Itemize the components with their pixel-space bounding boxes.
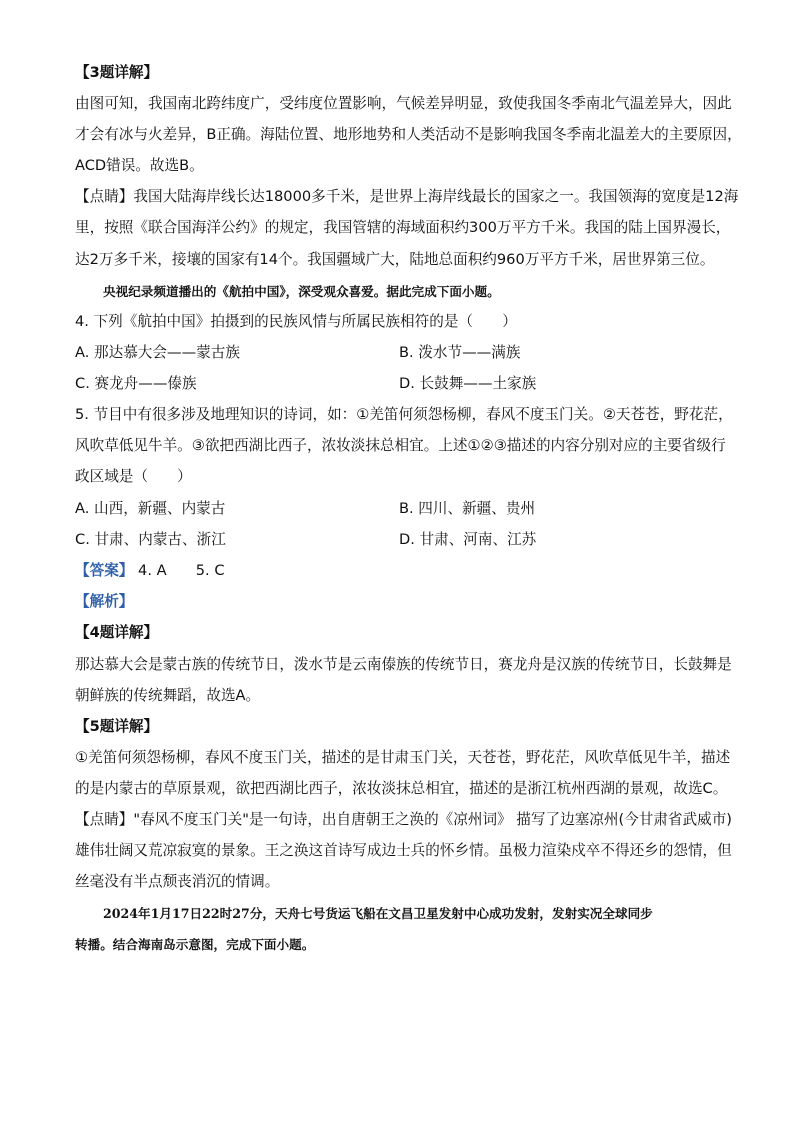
intro-line: 2024年1月17日22时27分，天舟七号货运飞船在文昌卫星发射中心成功发射，发射实况全球同步 <box>103 906 653 921</box>
section-heading-q4: 【4题详解】 <box>75 624 159 641</box>
answer-line <box>75 561 225 581</box>
intro-line: 转播。结合海南岛示意图，完成下面小题。 <box>75 937 315 952</box>
question-5-line: 政区域是（ ） <box>75 468 192 485</box>
paragraph-line: 达2万多千米，接壤的国家有14个。我国疆域广大，陆地总面积约960万平方千米，居世界第三位。 <box>75 251 715 268</box>
paragraph-line: ACD错误。故选B。 <box>75 157 204 174</box>
q5-option-c: C. 甘肃、内蒙古、浙江 <box>75 531 226 548</box>
q4-option-b: B. 泼水节——满族 <box>399 344 521 361</box>
paragraph-line: 雄伟壮阔又荒凉寂寞的景象。王之涣这首诗写成边士兵的怀乡情。虽极力渲染戍卒不得还乡的怨情，但 <box>75 842 732 859</box>
paragraph-line: 由图可知，我国南北跨纬度广，受纬度位置影响，气候差异明显，致使我国冬季南北气温差异大，因此 <box>75 95 732 112</box>
answer-label: 【答案】 <box>75 562 134 579</box>
q4-option-c: C. 赛龙舟——傣族 <box>75 375 197 392</box>
q4-option-d: D. 长鼓舞——土家族 <box>399 375 537 392</box>
paragraph-line: 里，按照《联合国海洋公约》的规定，我国管辖的海域面积约300万平方千米。我国的陆上国界漫长， <box>75 219 731 236</box>
question-5: 5. 节目中有很多涉及地理知识的诗词，如：①羌笛何须怨杨柳，春风不度玉门关。②天苍苍，野花茫， <box>75 406 733 423</box>
section-heading-q3: 【3题详解】 <box>75 64 159 81</box>
paragraph-line: 那达慕大会是蒙古族的传统节日，泼水节是云南傣族的传统节日，赛龙舟是汉族的传统节日，长鼓舞是 <box>75 656 732 673</box>
section-heading-q5: 【5题详解】 <box>75 718 159 735</box>
paragraph-line: 才会有冰与火差异，B正确。海陆位置、地形地势和人类活动不是影响我国冬季南北温差大的主要原因， <box>75 126 742 143</box>
q5-option-b: B. 四川、新疆、贵州 <box>399 500 536 517</box>
question-5-line: 风吹草低见牛羊。③欲把西湖比西子，浓妆淡抹总相宜。上述①②③描述的内容分别对应的主要省级行 <box>75 437 726 454</box>
q5-option-a: A. 山西，新疆、内蒙古 <box>75 500 226 517</box>
tip-line: 【点睛】"春风不度玉门关"是一句诗，出自唐朝王之涣的《凉州词》 描写了边塞凉州(今甘肃省武威市) <box>75 811 732 828</box>
analysis-label: 【解析】 <box>75 593 134 610</box>
question-4: 4. 下列《航拍中国》拍摄到的民族风情与所属民族相符的是（ ） <box>75 313 517 330</box>
paragraph-line: 的是内蒙古的草原景观，欲把西湖比西子，浓妆淡抹总相宜，描述的是浙江杭州西湖的景观，故选C。 <box>75 780 728 797</box>
intro-line: 央视纪录频道播出的《航拍中国》，深受观众喜爱。据此完成下面小题。 <box>103 284 500 299</box>
paragraph-line: 朝鲜族的传统舞蹈，故选A。 <box>75 687 261 704</box>
answer-values: 4. A 5. C <box>138 562 225 579</box>
q4-option-a: A. 那达慕大会——蒙古族 <box>75 344 240 361</box>
q5-option-d: D. 甘肃、河南、江苏 <box>399 531 537 548</box>
tip-line: 【点睛】我国大陆海岸线长达18000多千米，是世界上海岸线最长的国家之一。我国领海的宽度是12海 <box>75 188 739 205</box>
paragraph-line: 丝毫没有半点颓丧消沉的情调。 <box>75 873 280 890</box>
paragraph-line: ①羌笛何须怨杨柳，春风不度玉门关，描述的是甘肃玉门关，天苍苍，野花茫，风吹草低见牛羊，描述 <box>75 749 731 766</box>
